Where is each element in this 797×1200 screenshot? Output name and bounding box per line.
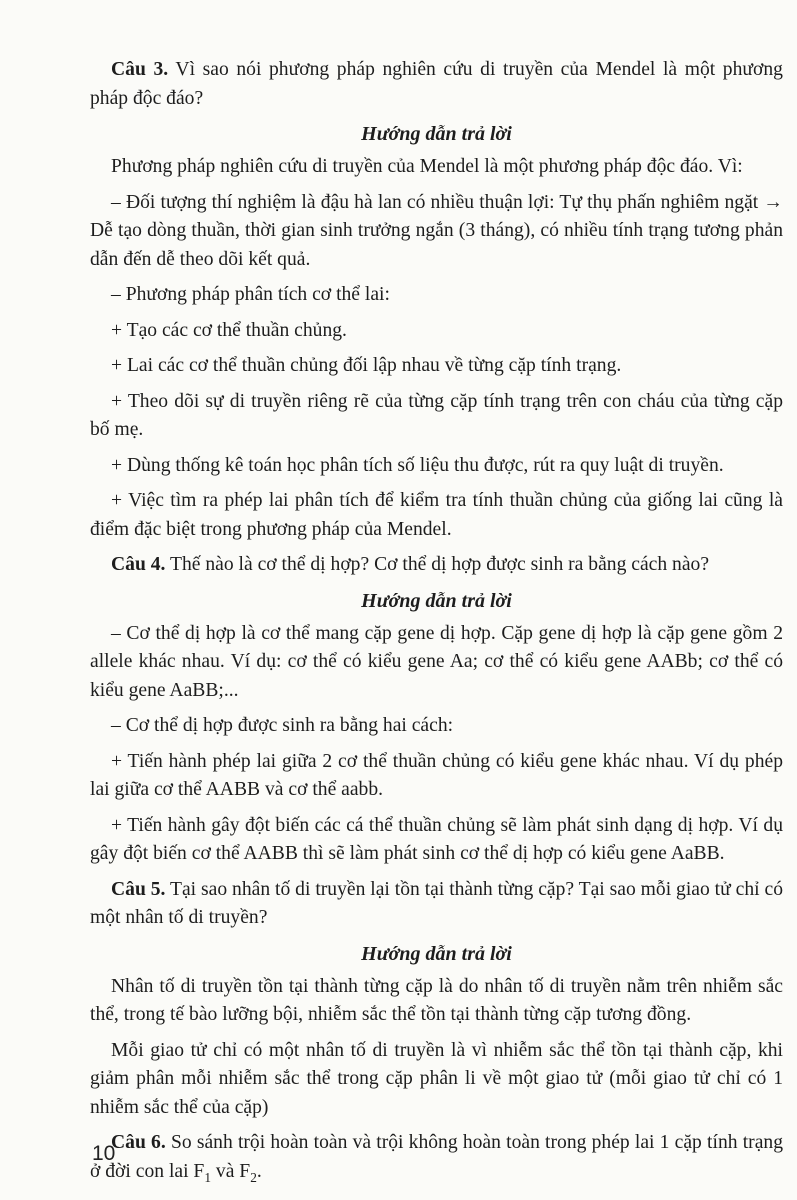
answer-paragraph: + Theo dõi sự di truyền riêng rẽ của từng cặp tính trạng trên con cháu của từng cặp bố mẹ. bbox=[90, 390, 783, 440]
answer-paragraph: Phương pháp nghiên cứu di truyền của Mendel là một phương pháp độc đáo. Vì: bbox=[111, 156, 743, 177]
question-label: Câu 4. bbox=[111, 554, 166, 575]
question-4 bbox=[90, 551, 783, 580]
answer-paragraph: + Tiến hành gây đột biến các cá thể thuần chủng sẽ làm phát sinh dạng dị hợp. Ví dụ gây đột biến cơ thể AABB thì sẽ làm phát sinh cơ thể dị hợp có kiểu gene AaBB. bbox=[90, 814, 783, 864]
question-label: Câu 3. bbox=[111, 59, 169, 80]
answer-paragraph: – Cơ thể dị hợp được sinh ra bằng hai cách: bbox=[111, 715, 454, 736]
answer-guide-heading: Hướng dẫn trả lời bbox=[361, 942, 512, 965]
question-6 bbox=[90, 1129, 783, 1186]
subscript: 2 bbox=[250, 1169, 257, 1185]
answer-paragraph: Nhân tố di truyền tồn tại thành từng cặp là do nhân tố di truyền nằm trên nhiễm sắc thể, trong tế bào lưỡng bội, nhiễm sắc thể tồn tại thành từng cặp tương đồng. bbox=[90, 975, 783, 1025]
answer-paragraph: + Tiến hành phép lai giữa 2 cơ thể thuần chủng có kiểu gene khác nhau. Ví dụ phép lai giữa cơ thể AABB và cơ thể aabb. bbox=[90, 750, 783, 800]
answer-guide-heading: Hướng dẫn trả lời bbox=[361, 123, 512, 145]
answer-paragraph: – Cơ thể dị hợp là cơ thể mang cặp gene dị hợp. Cặp gene dị hợp là cặp gene gồm 2 allele khác nhau. Ví dụ: cơ thể có kiểu gene Aa; cơ thể có kiểu gene AABb; cơ thể có kiểu gene AaBB;... bbox=[90, 622, 783, 701]
question-text: . bbox=[256, 1160, 262, 1182]
answer-paragraph: + Việc tìm ra phép lai phân tích để kiểm tra tính thuần chủng của giống lai cũng là điểm đặc biệt trong phương pháp của Mendel. bbox=[90, 490, 783, 540]
question-5 bbox=[90, 876, 783, 933]
answer-paragraph: + Lai các cơ thể thuần chủng đối lập nhau về từng cặp tính trạng. bbox=[111, 355, 622, 376]
page-content bbox=[90, 56, 783, 1193]
subscript: 1 bbox=[204, 1169, 211, 1185]
answer-paragraph: – Phương pháp phân tích cơ thể lai: bbox=[111, 284, 390, 305]
answer-paragraph: + Tạo các cơ thể thuần chủng. bbox=[111, 319, 347, 341]
answer-paragraph: – Đối tượng thí nghiệm là đậu hà lan có nhiều thuận lợi: Tự thụ phấn nghiêm ngặt → Dễ tạo dòng thuần, thời gian sinh trưởng ngắn (3 tháng), có nhiều tính trạng tương phản dẫn đến dễ theo dõi kết quả. bbox=[90, 191, 783, 270]
question-text: Tại sao nhân tố di truyền lại tồn tại thành từng cặp? Tại sao mỗi giao tử chỉ có một nhân tố di truyền? bbox=[90, 878, 783, 928]
question-3 bbox=[90, 56, 783, 113]
question-text: và F bbox=[211, 1160, 251, 1182]
answer-paragraph: + Dùng thống kê toán học phân tích số liệu thu được, rút ra quy luật di truyền. bbox=[111, 454, 724, 476]
question-text: Vì sao nói phương pháp nghiên cứu di truyền của Mendel là một phương pháp độc đáo? bbox=[90, 59, 783, 109]
page-number: 10 bbox=[92, 1142, 116, 1165]
question-label: Câu 5. bbox=[111, 878, 166, 900]
question-label: Câu 6. bbox=[111, 1132, 166, 1153]
answer-guide-heading: Hướng dẫn trả lời bbox=[361, 589, 512, 612]
question-text: So sánh trội hoàn toàn và trội không hoàn toàn trong phép lai 1 cặp tính trạng ở đời con lai F bbox=[90, 1132, 783, 1182]
question-text: Thế nào là cơ thể dị hợp? Cơ thể dị hợp được sinh ra bằng cách nào? bbox=[165, 554, 710, 575]
answer-paragraph: Mỗi giao tử chỉ có một nhân tố di truyền là vì nhiễm sắc thể tồn tại thành cặp, khi giảm phân mỗi nhiễm sắc thể trong cặp phân li về một giao tử (mỗi giao tử chỉ có 1 nhiễm sắc thể của cặp) bbox=[90, 1039, 783, 1118]
